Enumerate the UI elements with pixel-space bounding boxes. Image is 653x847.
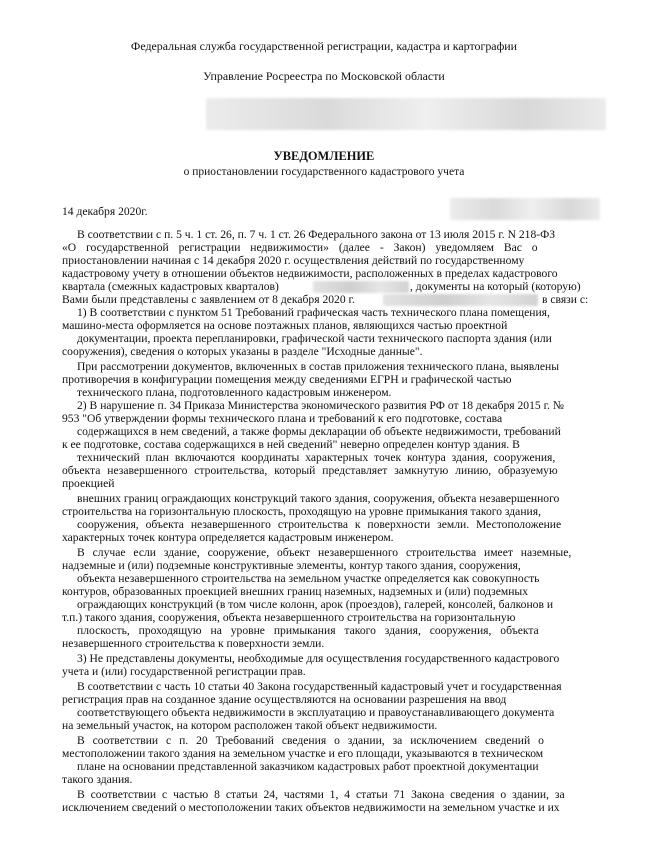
body-line: При рассмотрении документов, включенных в состав приложения технического плана, выявлены (77, 360, 560, 373)
notice-subtitle: о приостановлении государственного кадастрового учета (183, 165, 465, 178)
agency-name: Федеральная служба государственной регистрации, кадастра и картографии (130, 39, 518, 53)
body-line: технический план включаются координаты характерных точек контура здания, сооружения, (77, 451, 556, 464)
notice-title: УВЕДОМЛЕНИЕ (273, 149, 375, 163)
body-line: соответствующего объекта недвижимости в эксплуатацию и правоустанавливающего документа (77, 706, 555, 719)
body-line: В соответствии с п. 20 Требований сведения о здании, за исключением сведений о (77, 734, 544, 747)
body-line: документации, проекта перепланировки, графической части технического паспорта здания (или (77, 332, 552, 345)
body-line: 1) В соответствии с пунктом 51 Требований графическая часть технического плана помещения, (77, 306, 550, 319)
body-line: 2) В нарушение п. 34 Приказа Министерства экономического развития РФ от 18 декабря 2015 г. № (77, 399, 564, 412)
body-line: В соответствии с часть 10 статьи 40 Закона государственный кадастровый учет и государственная (77, 680, 562, 693)
body-line: В соответствии с частью 8 статьи 24, частями 1, 4 статьи 71 Закона сведения о здании, за (77, 788, 565, 801)
body-line: строительства на горизонтальную плоскость, проходящую на уровне примыкания такого здания, (62, 505, 541, 518)
body-line: В случае если здание, сооружение, объект незавершенного строительства имеет наземные, (77, 546, 572, 559)
body-line: содержащихся в нем сведений, а также формы декларации об объекте недвижимости, требований (77, 425, 561, 438)
body-line: 953 "Об утверждении формы технического плана и требований к его подготовке, состава (62, 412, 503, 425)
redacted-quarter (313, 281, 409, 293)
body-line: приостановлении начиная с 14 декабря 2020 г. осуществления действий по государственному (62, 254, 525, 267)
body-line: машино-места оформляется на основе поэтажных планов, являющихся частью проектной (62, 319, 508, 332)
body-line: местоположении такого здания на земельном участке и его площади, указываются в техническом (62, 747, 544, 760)
department-name: Управление Росреестра по Московской области (203, 69, 445, 83)
body-line: противоречия в конфигурации помещения между сведениями ЕГРН и графической частью (62, 373, 512, 386)
body-line: В соответствии с п. 5 ч. 1 ст. 26, п. 7 ч. 1 ст. 26 Федерального закона от 13 июля 2015 г. N 218-ФЗ (77, 228, 556, 241)
body-line: учета и (или) государственной регистрации прав. (62, 665, 306, 678)
body-line: объекта незавершенного строительства на земельном участке определяется как совокупность (77, 572, 540, 585)
body-line: проекцией (62, 477, 115, 490)
body-line: объекта незавершенного строительства, который представляет замкнутую линию, образуемую (62, 464, 558, 477)
notice-date: 14 декабря 2020г. (62, 205, 148, 218)
body-line: регистрация прав на созданное здание осуществляются на основании разрешения на ввод (62, 693, 507, 706)
body-line: , документы на который (которую) (410, 280, 581, 293)
body-line: 3) Не представлены документы, необходимые для осуществления государственного кадастрового (77, 652, 560, 665)
redacted-recipient (206, 98, 606, 130)
body-line: Вами были представлены с заявлением от 8 декабря 2020 г. (62, 293, 355, 306)
body-line: контуров, образованных проекцией внешних границ наземных, надземных и (или) подземных (62, 585, 528, 598)
body-line: исключением сведений о местоположении таких объектов недвижимости на земельном участке и их (62, 801, 560, 814)
body-line: незавершенного строительства к поверхности земли. (62, 637, 325, 650)
body-line: т.п.) такого здания, сооружения, объекта незавершенного строительства на горизонтальную (62, 611, 516, 624)
body-line: сооружения), сведения о которых указаны в разделе "Исходные данные". (62, 345, 423, 358)
body-line: кадастровому учету в отношении объектов недвижимости, расположенных в пределах кадастрового (62, 267, 558, 280)
body-line: на земельный участок, на котором расположен такой объект недвижимости. (62, 719, 438, 732)
body-line: квартала (смежных кадастровых кварталов) (62, 280, 279, 293)
body-line: ограждающих конструкций (в том числе колонн, арок (проездов), галерей, консолей, балконов и (77, 598, 554, 611)
body-line: надземные и (или) подземные конструктивные элементы, контур такого здания, сооружения, (62, 559, 521, 572)
body-line: «О государственной регистрации недвижимости» (далее - Закон) уведомляем Вас о (62, 241, 538, 254)
redacted-number (450, 198, 600, 220)
body-line: плане на основании представленной заказчиком кадастровых работ проектной документации (77, 760, 539, 773)
body-line: в связи с: (542, 293, 589, 306)
body-line: плоскость, проходящую на уровне примыкания такого здания, сооружения, объекта (77, 624, 539, 637)
body-line: такого здания. (62, 773, 133, 786)
redacted-application (383, 294, 538, 306)
body-line: характерных точек контура определяется кадастровым инженером. (62, 531, 394, 544)
body-line: сооружения, объекта незавершенного строительства к поверхности земли. Местоположение (77, 518, 562, 531)
body-line: технического плана, подготовленного кадастровым инженером. (77, 386, 392, 399)
body-line: к ее подготовке, состава содержащихся в ней сведений" неверно определен контур здания. В (62, 438, 520, 451)
body-line: внешних границ ограждающих конструкций такого здания, сооружения, объекта незавершенного (77, 492, 560, 505)
